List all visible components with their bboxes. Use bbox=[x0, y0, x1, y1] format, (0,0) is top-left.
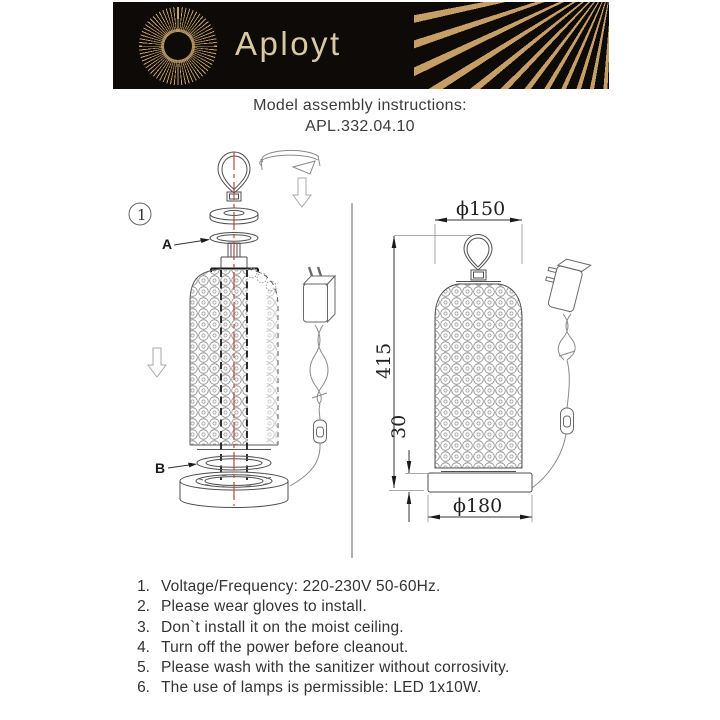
part-a-callout bbox=[162, 236, 210, 252]
instruction-text: Please wash with the sanitizer without corrosivity. bbox=[161, 659, 510, 677]
page-title: Model assembly instructions: bbox=[253, 97, 467, 114]
instruction-item bbox=[0, 638, 720, 658]
power-cord bbox=[290, 443, 320, 486]
instruction-text: Please wear gloves to install. bbox=[161, 598, 367, 616]
instruction-number: 4. bbox=[137, 638, 150, 656]
instruction-number: 6. bbox=[137, 679, 150, 697]
rotate-icon bbox=[260, 150, 320, 174]
dim-415-label: 415 bbox=[373, 342, 395, 379]
down-arrow-icon bbox=[293, 178, 311, 207]
dim-dia-180-label: ϕ180 bbox=[453, 495, 503, 517]
coiled-cord bbox=[310, 325, 328, 420]
dim-30-label: 30 bbox=[388, 414, 410, 439]
power-adapter bbox=[540, 256, 591, 314]
dimensioned-view-drawing bbox=[373, 198, 591, 522]
instruction-item bbox=[0, 618, 720, 638]
glass-shade bbox=[435, 282, 522, 472]
instruction-item bbox=[0, 577, 720, 597]
dimension-height-415 bbox=[373, 236, 396, 488]
instruction-text: Voltage/Frequency: 220-230V 50-60Hz. bbox=[161, 578, 441, 595]
instruction-item bbox=[0, 658, 720, 678]
down-arrow-icon bbox=[148, 348, 166, 377]
loop-handle bbox=[464, 234, 492, 280]
dim-dia-150-label: ϕ150 bbox=[456, 198, 506, 220]
instruction-item bbox=[0, 678, 720, 698]
part-a-label: A bbox=[162, 236, 173, 252]
power-adapter bbox=[304, 267, 336, 322]
instruction-number: 2. bbox=[137, 598, 150, 616]
instruction-number: 1. bbox=[137, 578, 150, 595]
dimension-dia-180 bbox=[428, 495, 532, 519]
inline-switch bbox=[561, 408, 574, 434]
instruction-number: 5. bbox=[137, 659, 150, 677]
part-b-label: B bbox=[155, 460, 166, 476]
step-number: 1 bbox=[137, 206, 147, 224]
step-number-badge bbox=[129, 203, 151, 225]
instruction-number: 3. bbox=[137, 618, 150, 636]
starburst-logo-icon bbox=[139, 7, 217, 85]
coiled-cord bbox=[558, 314, 575, 408]
brand-header bbox=[113, 2, 609, 89]
lamp-base bbox=[428, 473, 532, 492]
part-b-callout bbox=[155, 460, 197, 476]
instruction-text: Don`t install it on the moist ceiling. bbox=[161, 618, 404, 636]
instruction-item bbox=[0, 597, 720, 617]
dimension-base-height-30 bbox=[388, 415, 411, 522]
instruction-text: Turn off the power before cleanout. bbox=[161, 638, 409, 656]
inline-switch bbox=[314, 420, 327, 443]
instruction-text: The use of lamps is permissible: LED 1x10W. bbox=[161, 679, 482, 697]
dimension-dia-150 bbox=[435, 198, 522, 222]
assembly-drawing bbox=[0, 140, 720, 580]
instructions-list bbox=[0, 577, 720, 699]
power-cord bbox=[532, 434, 566, 488]
title-block bbox=[0, 95, 720, 137]
exploded-view-drawing bbox=[129, 150, 335, 507]
model-number: APL.332.04.10 bbox=[305, 118, 415, 135]
brand-name: Aployt bbox=[235, 25, 342, 62]
corner-rays-decoration bbox=[414, 2, 609, 89]
